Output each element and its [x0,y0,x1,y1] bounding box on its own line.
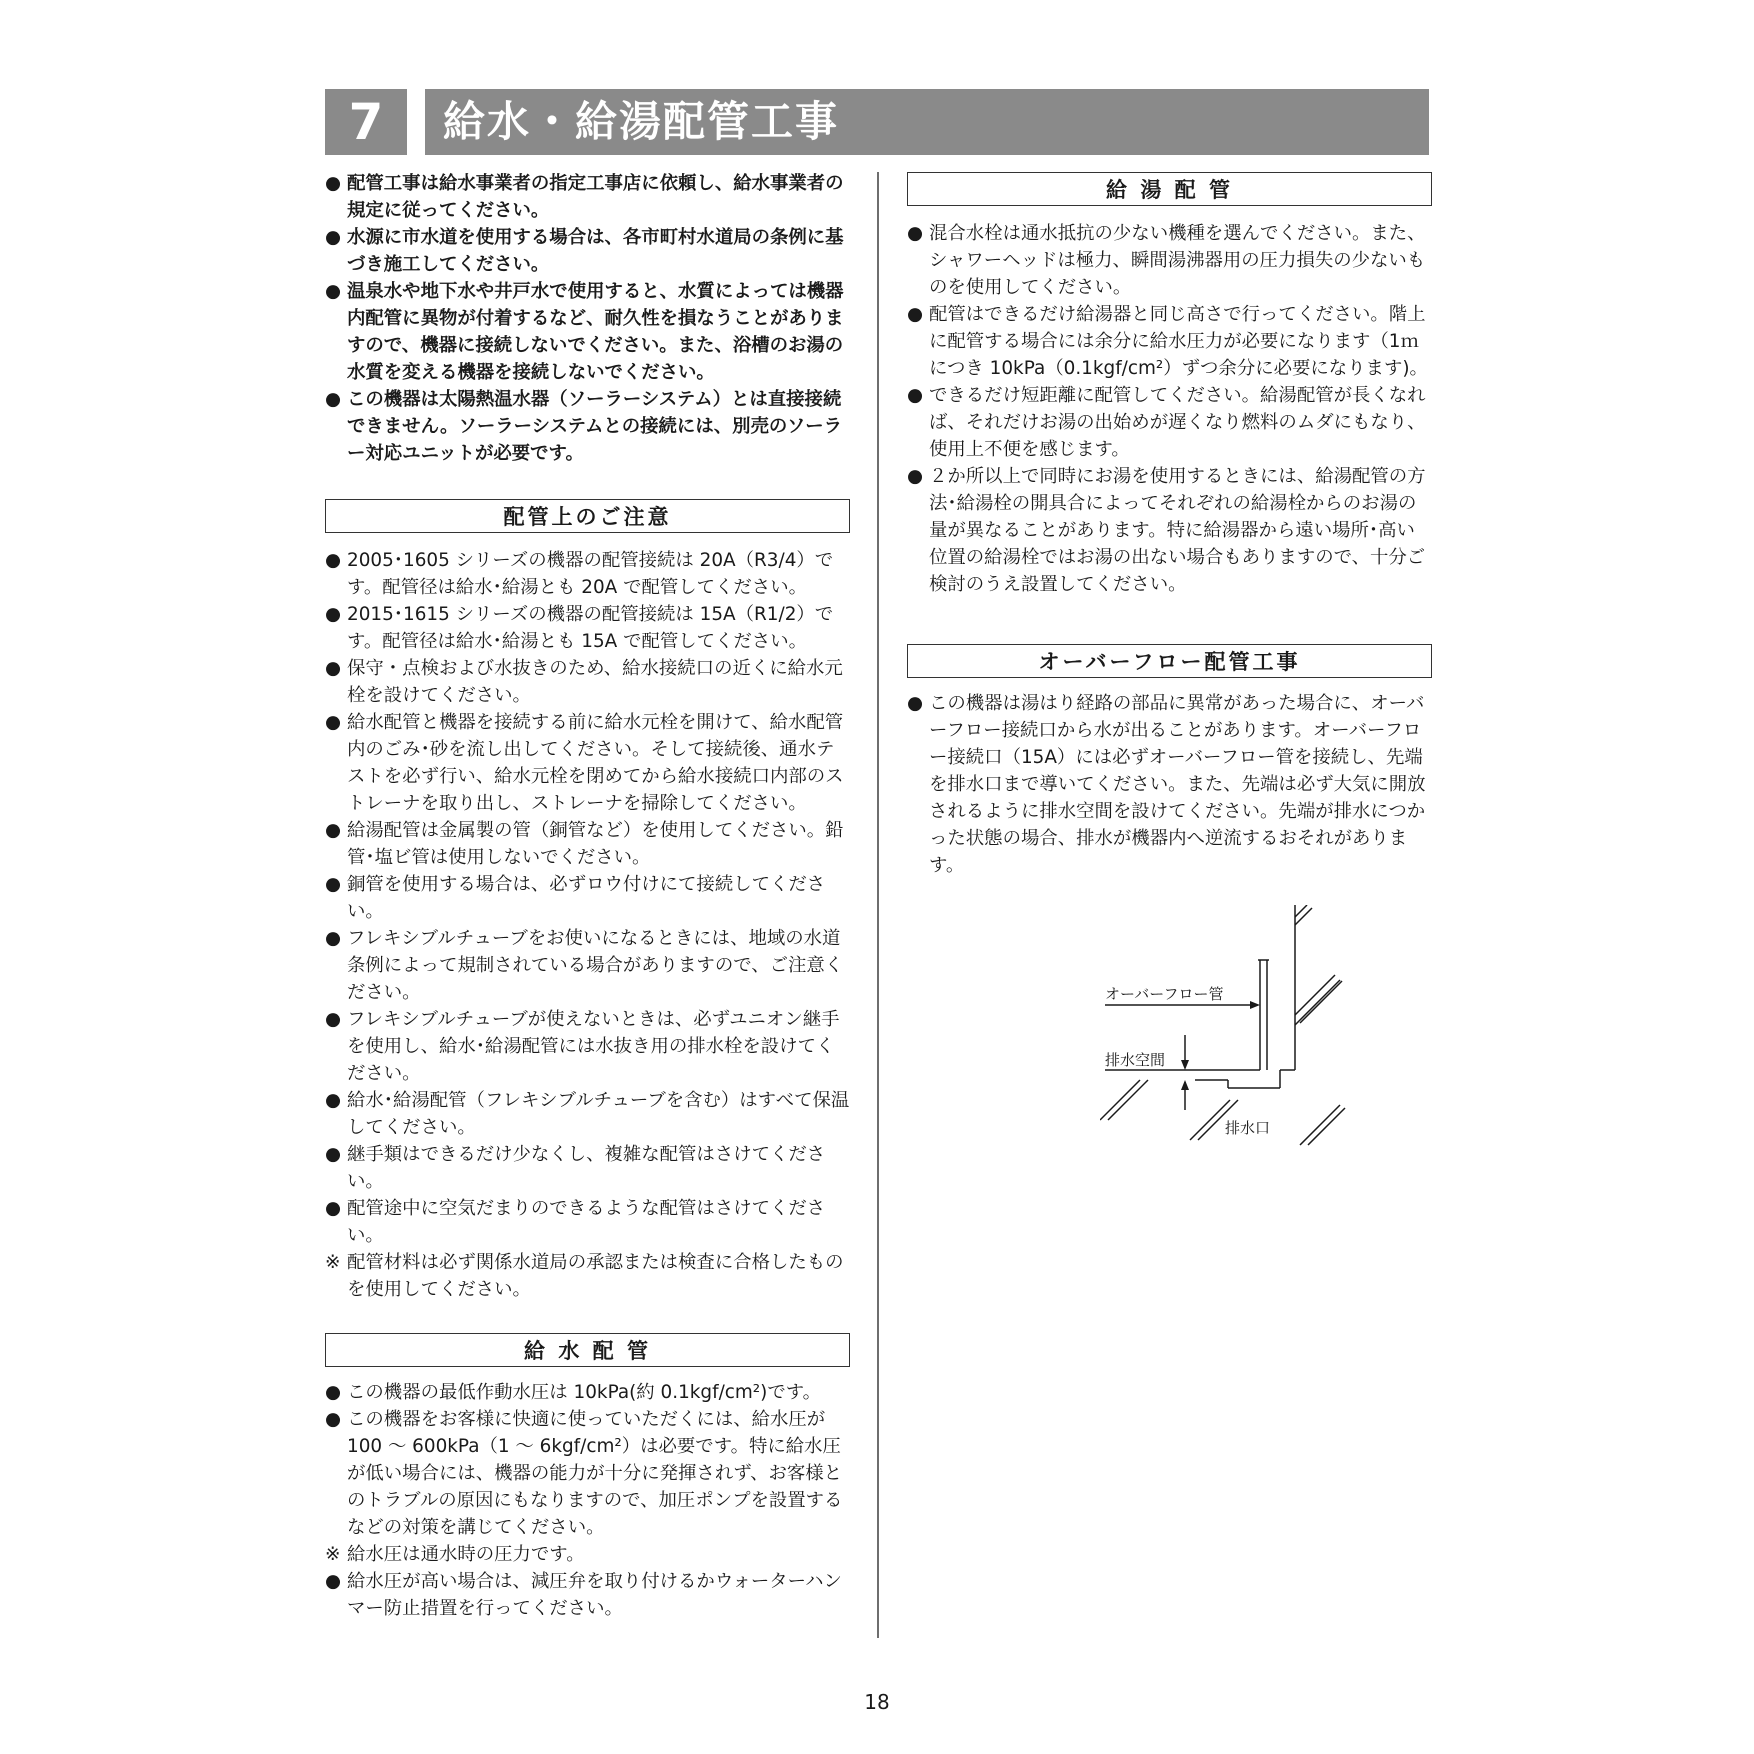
list-item: ● 配管はできるだけ給湯器と同じ高さで行ってください。階上に配管する場合には余分に給水圧力が必要になります（1ｍにつき 10kPa（0.1kgf/cm²）ずつ余分に必要になります)。 [907,301,1432,382]
bullet-icon: ● [325,550,342,571]
note-item: ※ 給水圧は通水時の圧力です。 [325,1541,850,1568]
bullet-icon: ● [325,1144,342,1165]
list-item: ● 給水･給湯配管（フレキシブルチューブを含む）はすべて保温してください。 [325,1087,850,1141]
hot-water-heading: 給 湯 配 管 [907,172,1432,206]
pipe-arrowhead [1250,1001,1260,1009]
list-item: ● フレキシブルチューブをお使いになるときには、地域の水道条例によって規制されている場合がありますので、ご注意ください。 [325,925,850,1006]
bullet-icon: ● [907,466,924,487]
list-item: ● 2005･1605 シリーズの機器の配管接続は 20A（R3/4）です。配管径は給水･給湯とも 20A で配管してください。 [325,547,850,601]
water-supply-list [325,1379,850,1622]
list-item: ● 給水配管と機器を接続する前に給水元栓を開けて、給水配管内のごみ･砂を流し出してください。そして接続後、通水テストを必ず行い、給水元栓を閉めてから給水接続口内部のストレーナを取り出し、ストレーナを掃除してください。 [325,709,850,817]
list-item: ● 給水圧が高い場合は、減圧弁を取り付けるかウォーターハンマー防止措置を行ってください。 [325,1568,850,1622]
bullet-icon: ● [325,820,342,841]
note-mark-icon: ※ [325,1252,341,1273]
page-number: 18 [864,1690,890,1714]
list-item: ● 給湯配管は金属製の管（銅管など）を使用してください。鉛管･塩ビ管は使用しないでください。 [325,817,850,871]
list-item: ● この機器は湯はり経路の部品に異常があった場合に、オーバーフロー接続口から水が出ることがあります。オーバーフロー接続口（15A）には必ずオーバーフロー管を接続し、先端を排水口まで導いてください。また、先端は必ず大気に開放されるように排水空間を設けてください。先端が排水につかった状態の場合、排水が機器内へ逆流するおそれがあります。 [907,690,1432,879]
list-item: ● 混合水栓は通水抵抗の少ない機種を選んでください。また、シャワーヘッドは極力、瞬間湯沸器用の圧力損失の少ないものを使用してください。 [907,220,1432,301]
list-item: ● 配管途中に空気だまりのできるような配管はさけてください。 [325,1195,850,1249]
list-item: ● ２か所以上で同時にお湯を使用するときには、給湯配管の方法･給湯栓の開具合によってそれぞれの給湯栓からのお湯の量が異なることがあります。特に給湯器から遠い場所･高い位置の給湯栓ではお湯の出ない場合もありますので、十分ご検討のうえ設置してください。 [907,463,1432,598]
note-item: ※ 配管材料は必ず関係水道局の承認または検査に合格したものを使用してください。 [325,1249,850,1303]
water-supply-heading: 給 水 配 管 [325,1333,850,1367]
list-item: ● できるだけ短距離に配管してください。給湯配管が長くなれば、それだけお湯の出始めが遅くなり燃料のムダにもなり、使用上不便を感じます。 [907,382,1432,463]
list-item: ● この機器の最低作動水圧は 10kPa(約 0.1kgf/cm²)です。 [325,1379,850,1406]
list-item: ● 2015･1615 シリーズの機器の配管接続は 15A（R1/2）です。配管径は給水･給湯とも 15A で配管してください。 [325,601,850,655]
list-item: ● 水源に市水道を使用する場合は、各市町村水道局の条例に基づき施工してください。 [325,224,850,278]
hatch [1108,1080,1148,1120]
label-drain-outlet: 排水口 [1225,1119,1271,1137]
bullet-icon: ● [325,874,342,895]
hatch [1308,1108,1345,1145]
overflow-list [907,690,1432,879]
bullet-icon: ● [325,1090,342,1111]
section-title: 給水・給湯配管工事 [425,89,1429,155]
intro-list [325,170,850,467]
bullet-icon: ● [907,693,924,714]
bullet-icon: ● [325,712,342,733]
left-column [325,170,850,1622]
hatch [1300,981,1342,1023]
list-item: ● フレキシブルチューブが使えないときは、必ずユニオン継手を使用し、給水･給湯配管には水抜き用の排水栓を設けてください。 [325,1006,850,1087]
hatch [1295,980,1340,1025]
bullet-icon: ● [907,385,924,406]
overflow-heading: オーバーフロー配管工事 [907,644,1432,678]
gap-arrowhead-down [1181,1060,1189,1070]
hatch [1190,1100,1230,1140]
bullet-icon: ● [325,1409,342,1430]
list-item: ● この機器は太陽熱温水器（ソーラーシステム）とは直接接続できません。ソーラーシステムとの接続には、別売のソーラー対応ユニットが必要です。 [325,386,850,467]
bullet-icon: ● [325,928,342,949]
bullet-icon: ● [325,389,342,410]
bullet-icon: ● [325,281,342,302]
overflow-diagram [1100,905,1360,1155]
hot-water-list [907,220,1432,598]
label-overflow-pipe: オーバーフロー管 [1105,985,1224,1003]
gap-arrowhead-up [1181,1080,1189,1090]
bullet-icon: ● [325,1009,342,1030]
list-item: ● 温泉水や地下水や井戸水で使用すると、水質によっては機器内配管に異物が付着するなど、耐久性を損なうことがありますので、機器に接続しないでください。また、浴槽のお湯の水質を変える機器を接続しないでください。 [325,278,850,386]
bullet-icon: ● [325,1571,342,1592]
piping-notes-list [325,547,850,1303]
hatch [1295,908,1312,925]
bullet-icon: ● [325,658,342,679]
label-drain-gap: 排水空間 [1105,1051,1166,1069]
bullet-icon: ● [325,173,342,194]
hatch [1300,1105,1340,1145]
bullet-icon: ● [325,1198,342,1219]
list-item: ● 配管工事は給水事業者の指定工事店に依頼し、給水事業者の規定に従ってください。 [325,170,850,224]
list-item: ● この機器をお客様に快適に使っていただくには、給水圧が 100 ～ 600kPa（1 ～ 6kgf/cm²）は必要です。特に給水圧が低い場合には、機器の能力が十分に発揮されず、お客様とのトラブルの原因にもなりますので、加圧ポンプを設置するなどの対策を講じてください。 [325,1406,850,1541]
list-item: ● 継手類はできるだけ少なくし、複雑な配管はさけてください。 [325,1141,850,1195]
list-item: ● 保守・点検および水抜きのため、給水接続口の近くに給水元栓を設けてください。 [325,655,850,709]
piping-notes-heading: 配管上のご注意 [325,499,850,533]
bullet-icon: ● [325,604,342,625]
bullet-icon: ● [325,227,342,248]
list-item: ● 銅管を使用する場合は、必ずロウ付けにて接続してください。 [325,871,850,925]
bullet-icon: ● [907,223,924,244]
bullet-icon: ● [907,304,924,325]
note-mark-icon: ※ [325,1544,341,1565]
bullet-icon: ● [325,1382,342,1403]
right-column [907,172,1432,879]
hatch [1100,1080,1140,1120]
section-number: 7 [325,89,407,155]
column-divider [877,172,879,1638]
